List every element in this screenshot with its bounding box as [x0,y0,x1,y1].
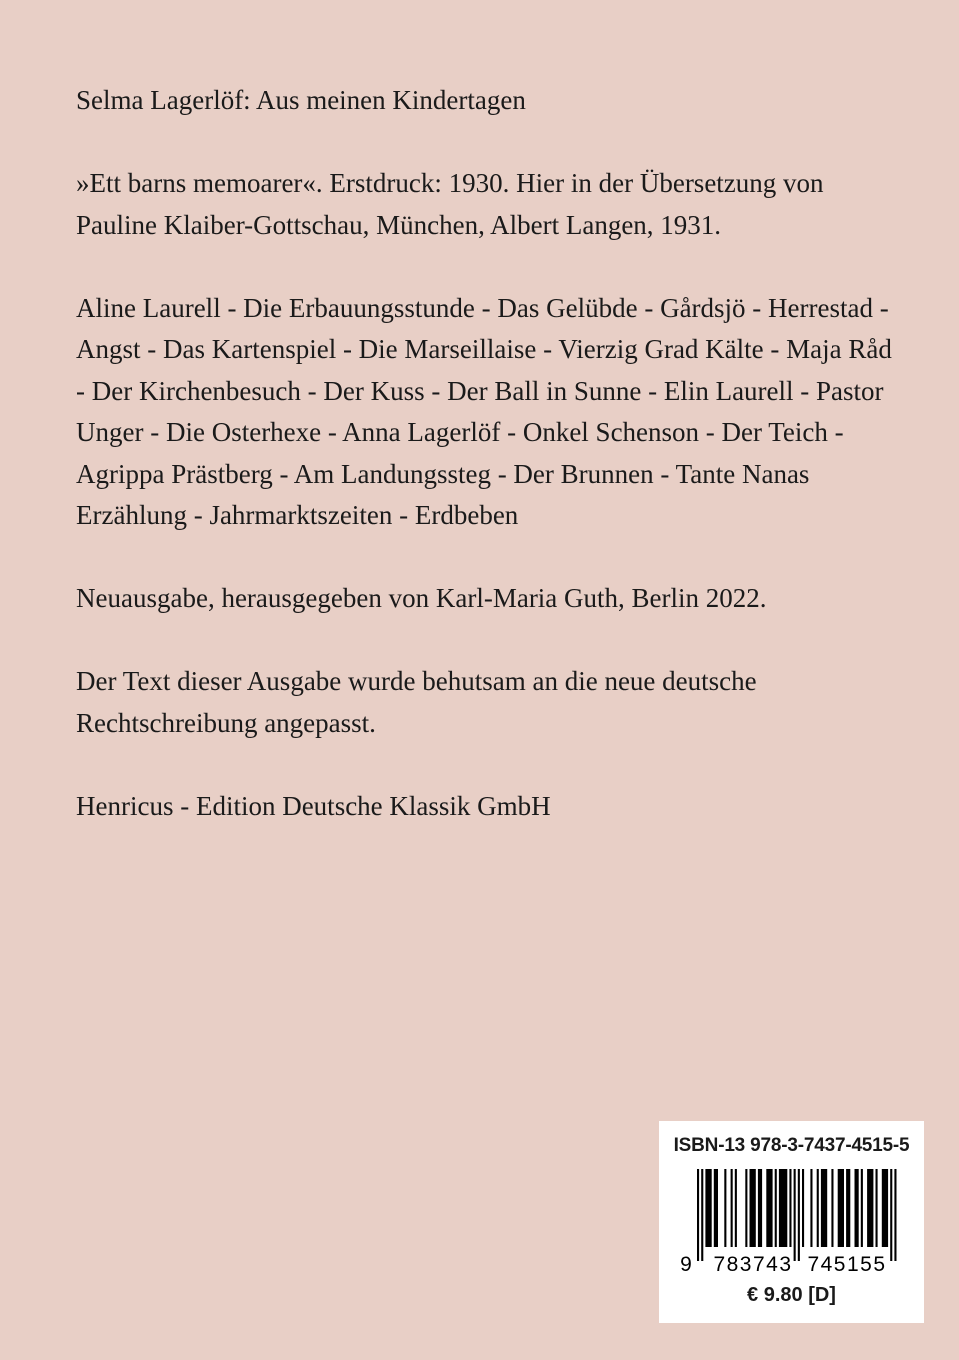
barcode-bar-8 [750,1169,756,1247]
barcode-digits-left: 783743 [713,1253,793,1276]
barcode-bar-25 [867,1169,873,1247]
barcode-bar-21 [838,1169,844,1247]
barcode-bar-26 [876,1169,878,1247]
barcode-bar-14 [794,1169,796,1261]
chapter-list: Aline Laurell - Die Erbauungsstunde - Das Gelübde - Gårdsjö - Herrestad - Angst - Das Kartenspiel - Die Marseillaise - Vierzig Grad Kälte - Maja Råd - Der Kirchenbesuch - Der Kuss - Der Ball in Sunne - Elin Laurell - Pastor Unger - Die Osterhexe - Anna Lagerlöf - Onkel Schenson - Der Teich - Agrippa Prästberg - Am Landungssteg - Der Brunnen - Tante Nanas Erzählung - Jahrmarktszeiten - Erdbeben [76,292,892,530]
barcode-bar-22 [846,1169,850,1247]
isbn-number: ISBN-13 978-3-7437-4515-5 [673,1135,910,1156]
barcode-bar-13 [789,1169,791,1247]
barcode-bar-2 [705,1169,711,1247]
barcode-bar-9 [758,1169,762,1247]
barcode-bar-11 [775,1169,777,1247]
barcode-bar-5 [731,1169,733,1247]
barcode-bar-1 [701,1169,703,1261]
barcode-bar-20 [831,1169,833,1247]
ean-barcode [659,1165,924,1281]
barcode-bar-6 [735,1169,737,1247]
publisher-line: Henricus - Edition Deutsche Klassik GmbH [76,790,551,821]
barcode-bar-0 [697,1169,699,1261]
spelling-note: Der Text dieser Ausgabe wurde behutsam an die neue deutsche Rechtschreibung angepasst. [76,666,757,738]
first-edition-note: »Ett barns memoarer«. Erstdruck: 1930. Hier in der Übersetzung von Pauline Klaiber-Gottschau, München, Albert Langen, 1931. [76,168,824,240]
price-tag: € 9.80 [D] [747,1284,836,1306]
barcode-bar-16 [802,1169,804,1247]
book-title-line: Selma Lagerlöf: Aus meinen Kindertagen [76,85,526,115]
barcode-bar-24 [861,1169,863,1247]
barcode-digit-first: 9 [680,1253,692,1276]
barcode-label [659,1121,924,1323]
barcode-bar-12 [779,1169,787,1247]
barcode-bar-4 [724,1169,726,1247]
barcode-digits-right: 745155 [807,1253,887,1276]
barcode-bar-3 [714,1169,718,1247]
barcode-bar-18 [817,1169,819,1247]
new-edition-note: Neuausgabe, herausgegeben von Karl-Maria Guth, Berlin 2022. [76,583,767,613]
barcode-bar-7 [745,1169,747,1247]
barcode-bar-28 [890,1169,892,1261]
barcode-bar-29 [894,1169,896,1261]
imprint-text [76,80,896,869]
barcode-bar-15 [798,1169,800,1261]
barcode-bar-10 [766,1169,772,1247]
barcode-bar-23 [855,1169,859,1247]
barcode-bar-17 [810,1169,812,1247]
barcode-bar-19 [821,1169,827,1247]
barcode-bar-27 [882,1169,888,1247]
